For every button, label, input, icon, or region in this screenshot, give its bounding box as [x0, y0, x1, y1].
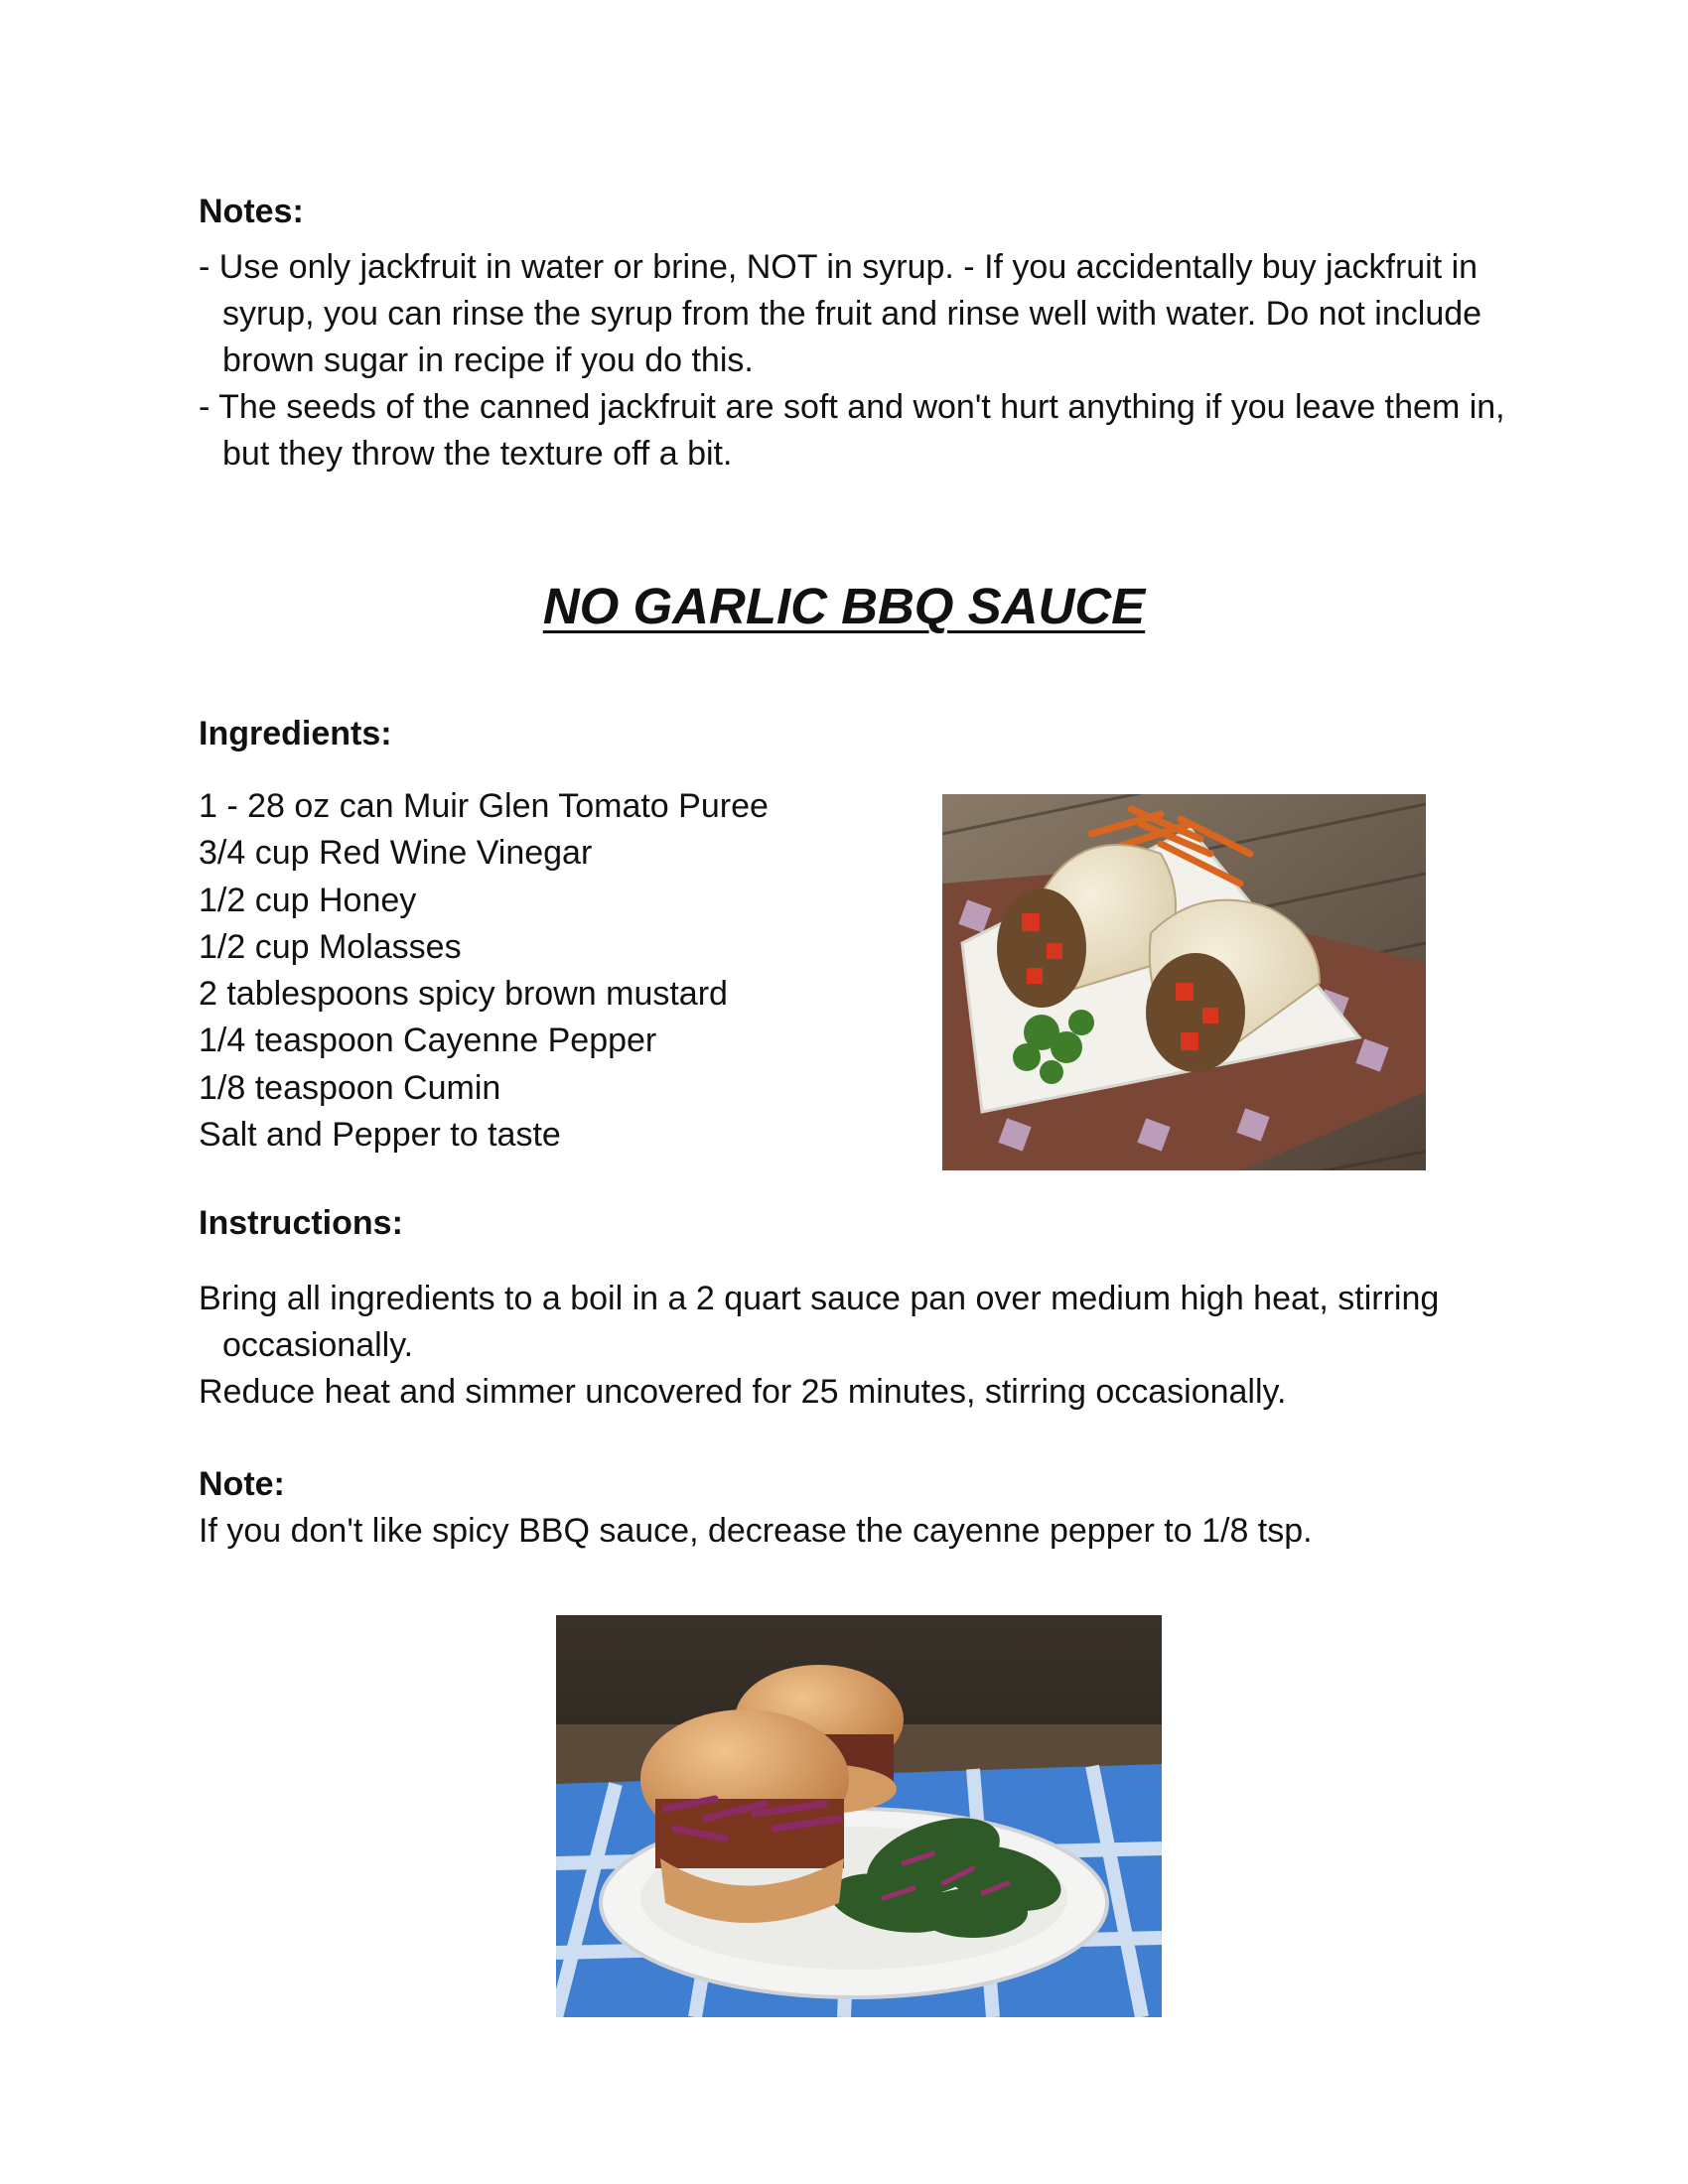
ingredients-heading: Ingredients: — [199, 715, 392, 752]
burrito-photo-icon — [942, 794, 1426, 1170]
notes-heading: Notes: — [199, 193, 304, 230]
note-item: - Use only jackfruit in water or brine, NOT in syrup. - If you accidentally buy jackfruit in syrup, you can rinse the syrup from the fruit and rinse well with water. Do not include brown sugar in recipe if you do this. — [199, 248, 1482, 379]
instructions-list — [199, 1276, 1529, 1416]
ingredient-item: 2 tablespoons spicy brown mustard — [199, 975, 728, 1014]
note-text: If you don't like spicy BBQ sauce, decrease the cayenne pepper to 1/8 tsp. — [199, 1512, 1313, 1550]
note-item: - The seeds of the canned jackfruit are soft and won't hurt anything if you leave them in, but they throw the texture off a bit. — [199, 388, 1505, 473]
ingredient-item: 1/4 teaspoon Cayenne Pepper — [199, 1022, 657, 1060]
ingredient-item: 1/2 cup Honey — [199, 881, 417, 919]
ingredient-item: 3/4 cup Red Wine Vinegar — [199, 834, 593, 873]
ingredient-item: 1/2 cup Molasses — [199, 927, 462, 966]
sliders-photo — [556, 1615, 1162, 2017]
instruction-step: Reduce heat and simmer uncovered for 25 minutes, stirring occasionally. — [199, 1373, 1287, 1411]
note-heading: Note: — [199, 1465, 285, 1503]
ingredient-item: Salt and Pepper to taste — [199, 1116, 561, 1155]
ingredient-item: 1 - 28 oz can Muir Glen Tomato Puree — [199, 787, 769, 825]
notes-list — [199, 244, 1529, 478]
recipe-title: NO GARLIC BBQ SAUCE — [542, 578, 1146, 634]
ingredient-item: 1/8 teaspoon Cumin — [199, 1068, 501, 1107]
ingredients-list — [199, 783, 894, 1159]
instruction-step: Bring all ingredients to a boil in a 2 quart sauce pan over medium high heat, stirring occasionally. — [199, 1280, 1440, 1364]
instructions-heading: Instructions: — [199, 1204, 403, 1242]
burrito-photo — [942, 794, 1426, 1170]
pulled-jackfruit-sliders-photo-icon — [556, 1615, 1162, 2017]
